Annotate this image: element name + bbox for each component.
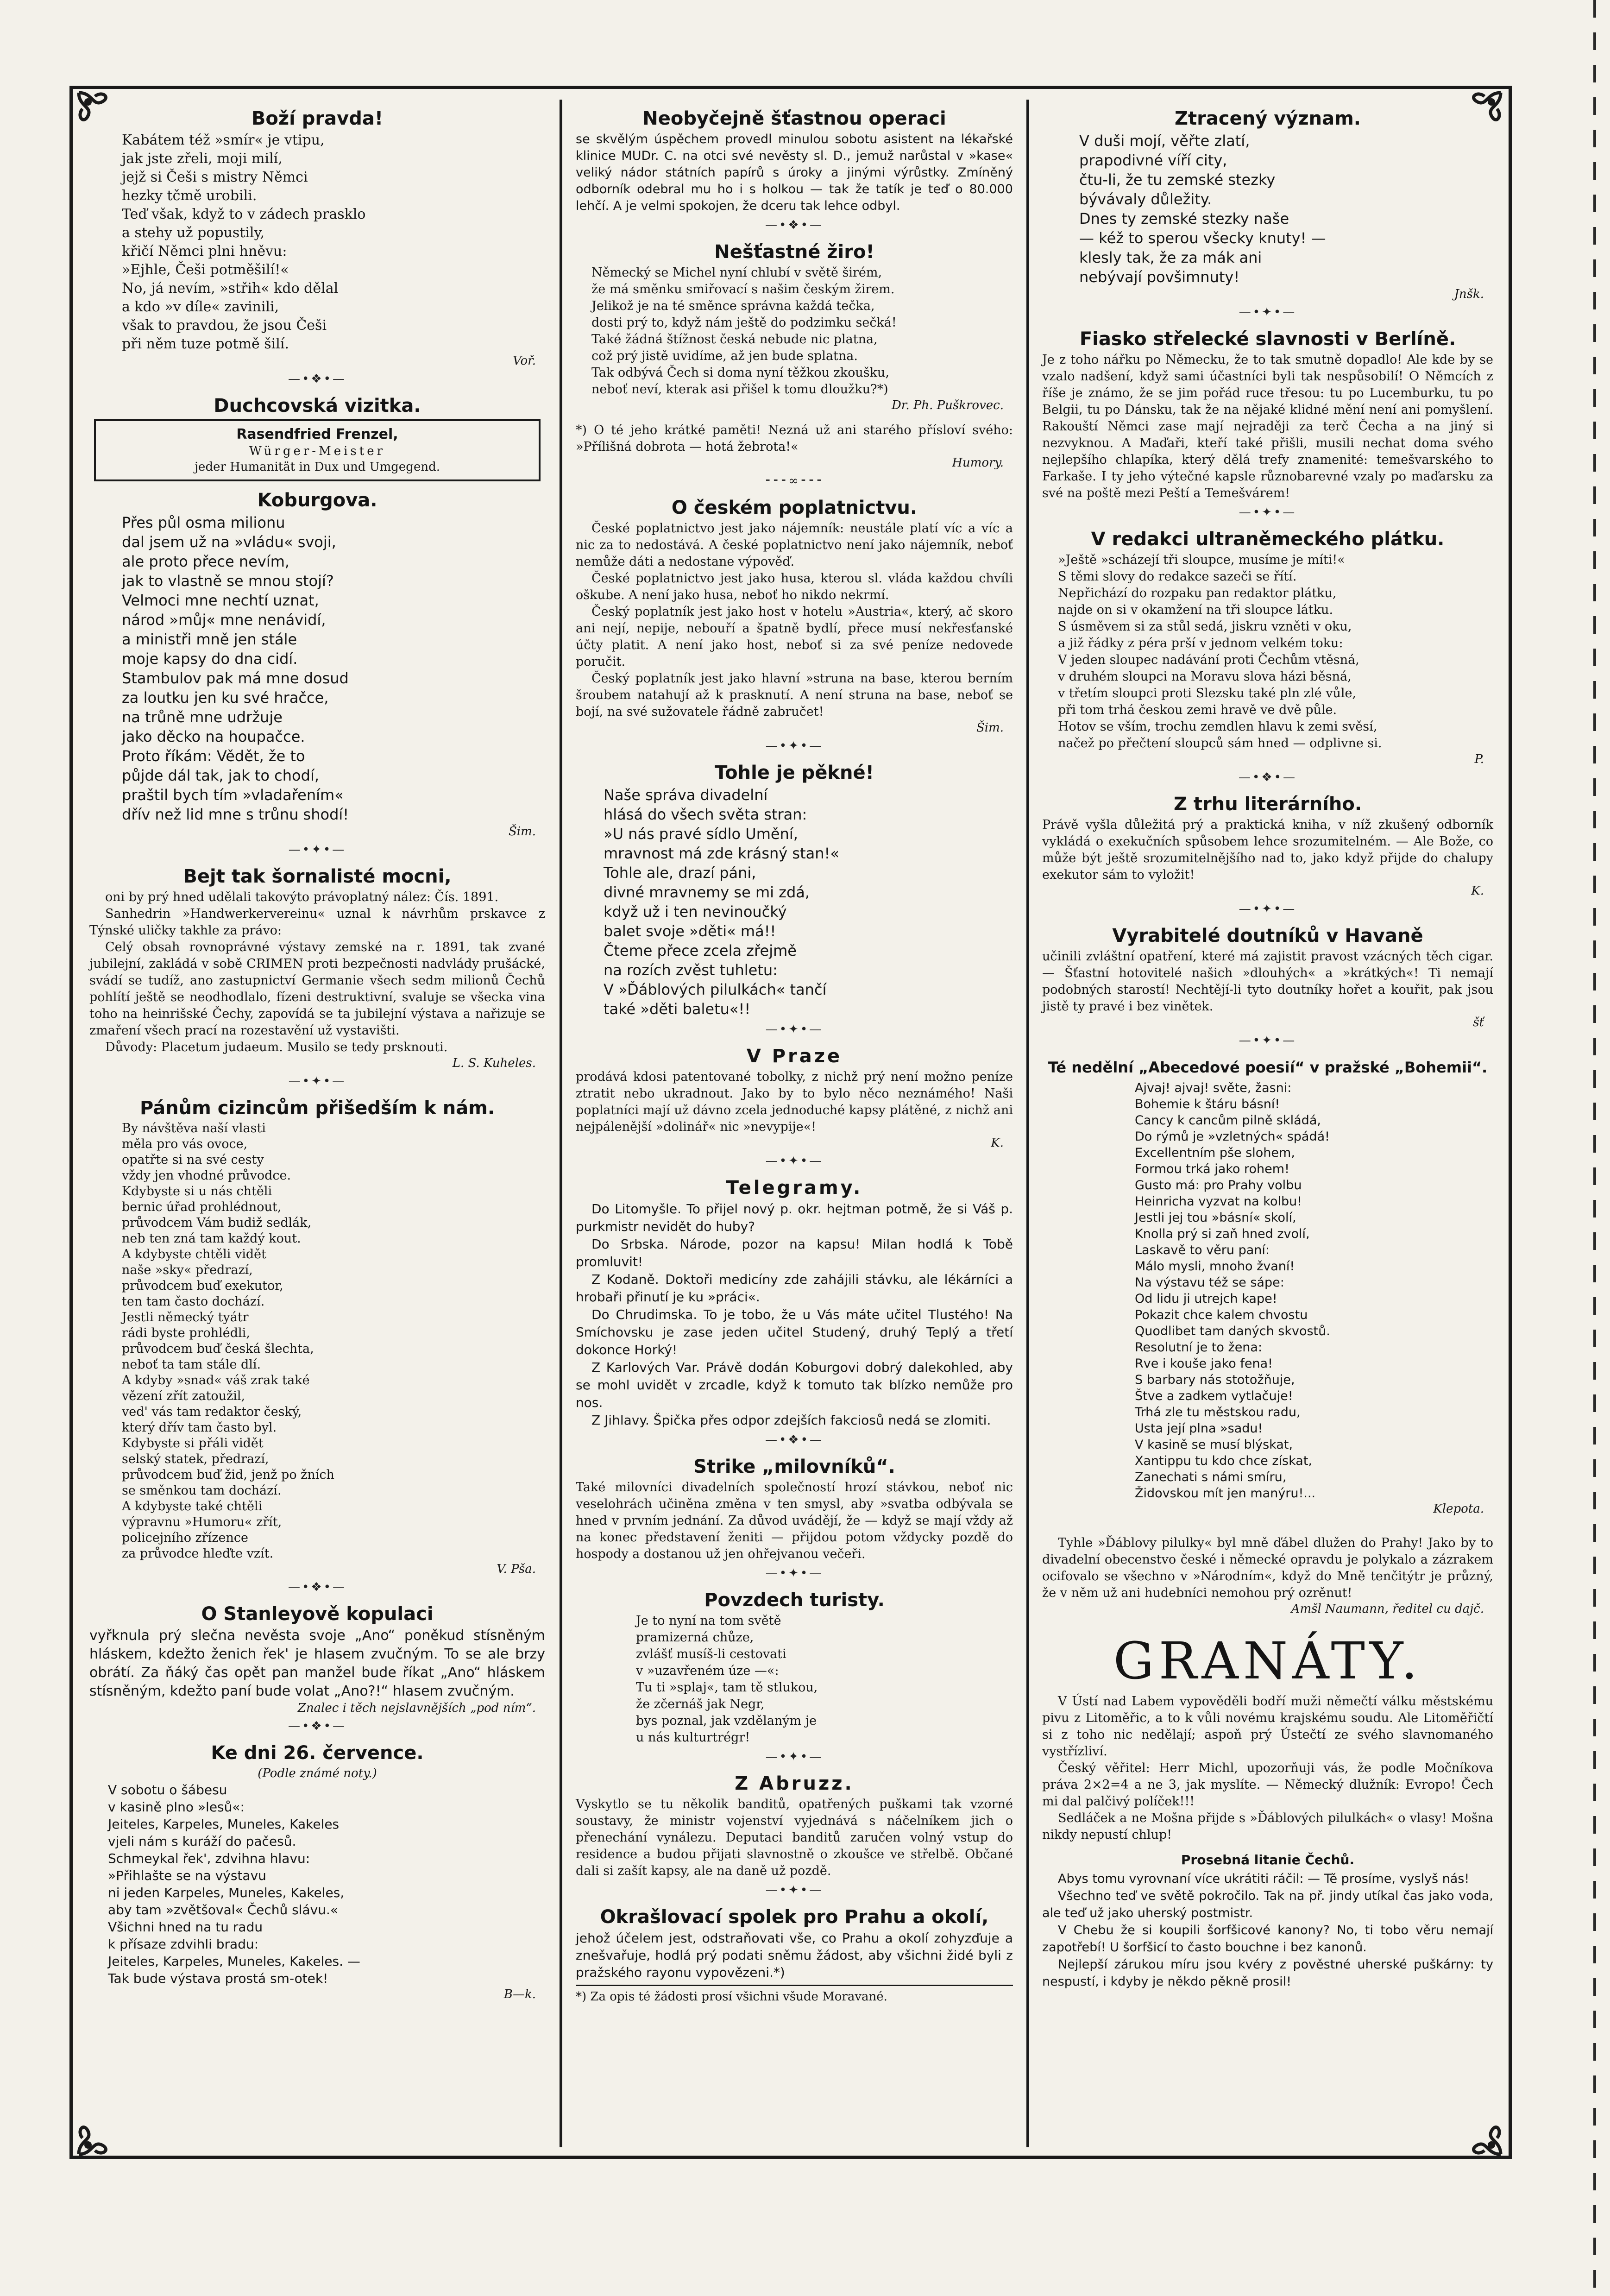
- section-divider: —•✦•—: [1239, 1034, 1297, 1047]
- paragraph: oni by prý hned udělali takovýto právoplatný nález: Čís. 1891.: [105, 890, 499, 904]
- poem-line: jejž si Češi s mistry Němci: [122, 169, 308, 185]
- poem-line: pramizerná chůze,: [636, 1630, 754, 1645]
- paragraph: Z Kodaně. Doktoři medicíny zde zahájili stávku, ale lékárníci a hrobaři přinutí je ku »práci«.: [576, 1272, 1013, 1305]
- paragraph: Důvody: Placetum judaeum. Musilo se tedy prsknouti.: [105, 1040, 448, 1054]
- poem-line: nebývají povšimnuty!: [1079, 268, 1240, 286]
- paragraph: Do Srbska. Národe, pozor na kapsu! Milan hodlá k Tobě promluvit!: [576, 1236, 1013, 1269]
- poem-line: V kasině se musí blýskat,: [1135, 1438, 1293, 1452]
- article-text: učinili zvláštní opatření, které má zajistit pravost vzácných těch cigar. — Šťastní hotovitelé našich »dlouhých« a »krátkých«! Ti nemají podobných starostí! Nechtějí-li tyto doutníky hořet a kouřit, pak jsou jistě ty pravé i bez vinětek.: [1042, 949, 1493, 1014]
- article-paragraphs: [576, 1200, 1013, 1429]
- article-fiasko: [1042, 328, 1493, 502]
- paragraph: Český věřitel: Herr Michl, upozorňuji vás, že podle Močníkova práva 2×2=4 a ne 3, jak myslíte. — Německý dlužník: Evropo! Čech mi dal palčivý políček!!!: [1042, 1761, 1493, 1809]
- poem-lines: [122, 513, 545, 824]
- paragraph: Jelikož je na té směnce správna každá tečka,: [591, 299, 875, 313]
- paragraph: Z Jihlavy. Špička přes odpor zdejších fakciosů nedá se zlomiti.: [591, 1413, 991, 1428]
- poem-line: moje kapsy do dna cidí.: [122, 650, 298, 668]
- section-divider: —•❖•—: [288, 1719, 346, 1733]
- article-text: prodává kdosi patentované tobolky, z nichž prý není možno peníze ztratit nebo ukradnout. Jako by to bylo něco neznámého! Naši poplatníci mají už dávno zcela jednoduché kapsy plátěné, z nichž ani nejpálenější »dolinář« nic »nevypije«!: [576, 1070, 1013, 1134]
- paragraph: Také žádná štížnost česká nebude nic platna,: [591, 332, 878, 347]
- paragraph: Z Karlových Var. Právě dodán Koburgovi dobrý dalekohled, aby se mohl uvidět v zrcadle, když k tomuto tak blízko nemůže pro nos.: [576, 1360, 1013, 1410]
- poem-line: Knolla prý si zaň hned zvolí,: [1135, 1227, 1310, 1241]
- section-divider: —•❖•—: [765, 1433, 824, 1447]
- paragraph: a již řádky z péra prší v jednom velkém toku:: [1058, 636, 1343, 650]
- poem-line: bernic úřad prohlédnout,: [122, 1200, 282, 1214]
- author-signature: Voř.: [513, 354, 536, 368]
- author-signature: Dr. Ph. Puškrovec.: [891, 398, 1004, 412]
- poem-line: Heinricha vyzvat na kolbu!: [1135, 1194, 1302, 1209]
- poem-lines: [122, 131, 545, 353]
- author-signature: K.: [991, 1136, 1004, 1150]
- section-divider: —•✦•—: [1239, 902, 1297, 916]
- poem-line: Do rýmů je »vzletných« spádá!: [1135, 1129, 1330, 1144]
- section-divider: —•❖•—: [288, 1580, 346, 1594]
- poem-line: který dřív tam často byl.: [122, 1420, 277, 1435]
- poem-line: Zanechati s námi smíru,: [1135, 1470, 1287, 1484]
- article-text: Také milovníci divadelních společností hrozí stávkou, neboť nic veselohrách učiněna změna v ten smysl, aby »svatba odbývala se hned v prvním jednání. Za důvod uvádějí, že — když se mají vždy až na konec představení ženiti — přijdou potom vždycky pozdě do hospody a dostanou už jen ohřejvanou večeři.: [576, 1480, 1013, 1561]
- article-bozi-pravda: [89, 108, 545, 368]
- card-line: jeder Humanität in Dux und Umgegend.: [195, 460, 440, 474]
- poem-line: Kabátem též »smír« je vtipu,: [122, 132, 325, 148]
- paragraph: Do Litomyšle. To přijel nový p. okr. hejtman potmě, že si Váš p. purkmistr nevidět do huby?: [576, 1201, 1013, 1234]
- poem-line: opatřte si na své cesty: [122, 1153, 264, 1167]
- poem-line: jak to vlastně se mnou stojí?: [122, 572, 334, 590]
- paragraph: Český poplatník jest jako host v hotelu »Austria«, který, ač skoro ani nejí, nepije, nebouří a špatně bydlí, přece musí nekřesťanské účty platit. A není jako host, neboť si za své peníze nedovede poručit.: [576, 605, 1013, 669]
- article-koburgova: [89, 490, 545, 839]
- article-ke-dni: [89, 1742, 545, 2002]
- section-divider: ⁃⁃⁃∞⁃⁃⁃: [765, 474, 824, 488]
- poem-line: v kasině plno »lesů«:: [108, 1799, 245, 1815]
- article-title: Ke dni 26. července.: [211, 1742, 424, 1764]
- article-paragraphs: [1042, 1693, 1493, 1843]
- poem-line: na rozích zvěst tuhletu:: [604, 961, 778, 979]
- article-okraslovaci: [576, 1906, 1013, 2005]
- article-title: Nešťastné žiro!: [714, 241, 874, 263]
- article-v-redakci: [1042, 529, 1493, 767]
- poem-line: Stambulov pak má mne dosud: [122, 669, 349, 687]
- poem-line: policejního zřízence: [122, 1531, 248, 1545]
- poem-line: Všichni hned na tu radu: [108, 1919, 263, 1935]
- poem-line: By návštěva naší vlasti: [122, 1121, 266, 1135]
- paragraph: Tak odbývá Čech si doma nyní těžkou zkoušku,: [591, 366, 889, 380]
- article-tyhle: [1042, 1535, 1493, 1616]
- poem-line: průvodcem buď žid, jenž po žních: [122, 1468, 334, 1482]
- article-abruzz: [576, 1773, 1013, 1880]
- article-duchcovska-vizitka: [89, 395, 545, 481]
- author-signature: Znalec i těch nejslavnějších „pod ním“.: [297, 1701, 536, 1715]
- paragraph: V Chebu že si koupili šorfšicové kanony? No, ti tobo věru nemají zapotřebí! U šorfšicí to často bouchne i bez kanonů.: [1042, 1923, 1493, 1955]
- article-title: Z Abruzz.: [735, 1773, 854, 1794]
- section-divider: —•✦•—: [765, 1750, 824, 1764]
- article-text: Tyhle »Ďáblovy pilulky« byl mně ďábel dlužen do Prahy! Jako by to divadelní obecenstvo české i německé opravdu je polykalo a zázrakem ocifovalo se všechno v »Národním«, když do Mně tenčitýtr je průzný, že v něm už ani hudebníci nemohou prý ozrěnut!: [1042, 1536, 1493, 1600]
- poem-line: na trůně mne udržuje: [122, 708, 283, 726]
- poem-line: Tohle ale, drazí páni,: [604, 864, 756, 882]
- poem-line: a kdo »v díle« zavinili,: [122, 299, 279, 315]
- poem-line: rádi byste prohlédli,: [122, 1326, 250, 1340]
- poem-line: Jeiteles, Karpeles, Muneles, Kakeles: [108, 1817, 340, 1832]
- poem-line: se směnkou tam dochází.: [122, 1483, 282, 1498]
- article-text: vyřknula prý slečna nevěsta svoje „Ano“ poněkud stísněným hláskem, kdežto ženich řek' je hlasem zvučným. To se ale brzy obrátí. Za ňáký čas opět pan manžel bude říkat „Ano“ hláskem stísněným, kdežto paní bude volat „Ano?!“ hlasem zvučným.: [89, 1627, 545, 1699]
- article-title: Boží pravda!: [251, 108, 384, 129]
- article-title: Ztracený význam.: [1175, 108, 1361, 129]
- article-vyrabitele: [1042, 925, 1493, 1030]
- article-title: Tohle je pěkné!: [715, 762, 874, 783]
- poem-line: Bohemie k štáru básní!: [1135, 1097, 1280, 1111]
- author-signature: šť: [1473, 1016, 1484, 1029]
- poem-line: vězení zřít zatoužil,: [122, 1389, 245, 1403]
- poem-line: Jestli jej tou »básní« skolí,: [1135, 1211, 1296, 1225]
- article-paragraphs: [576, 520, 1013, 720]
- poem-line: a ministři mně jen stále: [122, 631, 297, 648]
- section-divider: —•✦•—: [765, 739, 824, 753]
- paragraph: při tom trhá českou zemi hravě ve dvě půle.: [1058, 703, 1337, 717]
- poem-line: divné mravnemy se mi zdá,: [604, 883, 810, 901]
- article-paragraphs: [1042, 1870, 1493, 1990]
- poem-line: Dnes ty zemské stezky naše: [1079, 210, 1289, 227]
- poem-line: půjde dál tak, jak to chodí,: [122, 767, 319, 784]
- paragraph: což prý jistě uvidíme, až jen bude splatna.: [591, 349, 858, 363]
- poem-line: Laskavě to věru paní:: [1135, 1243, 1270, 1257]
- poem-line: »U nás pravé sídlo Umění,: [604, 825, 798, 843]
- poem-line: v »uzavřeném úze —«:: [636, 1664, 779, 1678]
- author-signature: Šim.: [508, 825, 536, 839]
- card-job: Würger-Meister: [249, 444, 386, 458]
- card-name: Rasendfried Frenzel,: [236, 426, 398, 442]
- article-title: O českém poplatnictvu.: [671, 497, 918, 518]
- poem-line: V sobotu o šábesu: [108, 1782, 227, 1798]
- column-right: [1029, 100, 1506, 2147]
- poem-line: A kdybyste chtěli vidět: [122, 1247, 266, 1262]
- paragraph: Do Chrudimska. To je tobo, že u Vás máte učitel Tlustého! Na Smíchovsku je zase jeden učitel Studený, druhý Teplý a třetí dokonce Horký!: [576, 1307, 1013, 1357]
- poem-line: klesly tak, že za mák ani: [1079, 249, 1262, 266]
- article-paragraphs: [89, 889, 545, 1056]
- poem-line: Pokazit chce kalem chvostu: [1135, 1308, 1308, 1322]
- article-telegramy: [576, 1177, 1013, 1429]
- article-stanley: [89, 1603, 545, 1716]
- poem-line: naše »sky« předrazí,: [122, 1263, 253, 1277]
- paragraph: Abys tomu vyrovnaní více ukrátiti ráčil: — Tě prosíme, vyslyš nás!: [1058, 1872, 1470, 1886]
- poem-line: Rve i kouše jako fena!: [1135, 1356, 1273, 1371]
- poem-lines: [604, 785, 1013, 1019]
- poem-line: aby tam »zvětšoval« Čechů slávu.«: [108, 1902, 339, 1918]
- section-divider: —•✦•—: [765, 1022, 824, 1036]
- poem-line: Přes půl osma milionu: [122, 514, 285, 531]
- poem-line: hlásá do všech světa stran:: [604, 806, 807, 823]
- poem-line: když už i ten nevinoučký: [604, 903, 787, 921]
- poem-lines: [1079, 131, 1493, 287]
- paragraph: Nejlepší zárukou míru jsou kvéry z pověstné uherské puškárny: ty nespustí, i kdyby je někdo pěkně prosil!: [1042, 1957, 1493, 1989]
- poem-line: ten tam často dochází.: [122, 1294, 265, 1309]
- poem-line: S barbary nás stotožňuje,: [1135, 1373, 1295, 1387]
- paragraph: že má směnku smiřovací s našim českým žirem.: [591, 282, 895, 296]
- poem-line: také »děti baletu«!!: [604, 1000, 751, 1018]
- poem-line: jako děcko na houpačce.: [122, 728, 305, 745]
- article-footnote: *) O té jeho krátké paměti! Nezná už ani starého přísloví svého: »Přílišná dobrota — hotá žebrota!«: [576, 423, 1013, 454]
- section-heading-granaty: GRANÁTY.: [1113, 1631, 1422, 1690]
- article-title: Bejt tak šornalisté mocni,: [183, 866, 452, 887]
- poem-line: jak jste zřeli, moji milí,: [122, 151, 283, 167]
- poem-line: čtu-li, že tu zemské stezky: [1079, 171, 1276, 189]
- poem-line: Jeiteles, Karpeles, Muneles, Kakeles. —: [108, 1954, 360, 1969]
- article-operace: [576, 108, 1013, 214]
- poem-line: Štve a zadkem vytlačuje!: [1135, 1389, 1293, 1403]
- article-text: se skvělým úspěchem provedl minulou sobotu asistent na lékařské klinice MUDr. C. na otci své nevěsty sl. D., jemuž narůstal v »kase« veliký nádor státních papírů s úroky a jinými výrůstky. Zmíněný odborník odebral mu ho i s holkou — tak že tatík je teď o 80.000 lehčí. A je velmi spokojen, že dceru tak lehce odbyl.: [576, 132, 1013, 213]
- article-title: Neobyčejně šťastnou operaci: [642, 108, 946, 129]
- poem-line: vždy jen vhodné průvodce.: [122, 1168, 291, 1183]
- article-title: Strike „milovníků“.: [693, 1456, 895, 1477]
- poem-line: Ajvaj! ajvaj! světe, žasni:: [1135, 1081, 1292, 1095]
- author-signature: B—k.: [503, 1987, 536, 2001]
- poem-line: k přísaze zdvihli bradu:: [108, 1936, 259, 1952]
- article-title: Telegramy.: [726, 1177, 863, 1198]
- article-strike: [576, 1456, 1013, 1563]
- article-title: Duchcovská vizitka.: [214, 395, 421, 416]
- paragraph: načež po přečtení sloupců sám hned — odplivne si.: [1058, 736, 1382, 751]
- article-abecedove-poesie: [1042, 1057, 1493, 1516]
- section-divider: —•✦•—: [288, 1074, 346, 1088]
- poem-line: dal jsem už na »vládu« svoji,: [122, 533, 336, 551]
- poem-line: ni jeden Karpeles, Muneles, Kakeles,: [108, 1885, 345, 1900]
- paragraph: v druhém sloupci na Moravu slova házi běsná,: [1058, 669, 1352, 684]
- poem-line: Xantippu tu kdo chce získat,: [1135, 1454, 1312, 1468]
- poem-lines: [636, 1613, 1013, 1746]
- poem-line: »Přihlašte se na výstavu: [108, 1868, 266, 1883]
- article-granaty: [1042, 1633, 1493, 1843]
- article-text: Vyskytlo se tu několik banditů, opatřených puškami tak vzorné soustavy, že ministr vojenství vyjednává s náčelníkem jich o přenechání vynálezu. Deputaci banditů zaručen volný vstup do residence a budou přijati slavnostně o zkoušce ve střelbě. Občané dali si zašít kapsy, ale na daně už pozdě.: [576, 1797, 1013, 1878]
- author-signature: Amšl Naumann, ředitel cu dajč.: [1291, 1602, 1484, 1616]
- poem-line: bývávaly důležity.: [1079, 190, 1212, 208]
- paragraph: S těmi slovy do redakce sazeči se řítí.: [1058, 569, 1297, 584]
- paragraph: V Ústí nad Labem vypověděli bodří muži němečtí válku městskému pivu z Litoměřic, a to k vůli novému krajskému soudu. Ale Litoměřičtí si z toho nic nedělají; aspoň prý Ústečtí ze svého slavnomaného vystřízliví.: [1042, 1694, 1493, 1759]
- poem-line: Na výstavu též se sápe:: [1135, 1275, 1284, 1290]
- column-middle: [563, 100, 1026, 2147]
- author-signature: Jnšk.: [1454, 287, 1484, 301]
- poem-line: Od lidu ji utrejch kape!: [1135, 1292, 1277, 1306]
- section-divider: —•✦•—: [1239, 305, 1297, 319]
- poem-line: a stehy už popustily,: [122, 225, 265, 241]
- section-divider: —•✦•—: [288, 843, 346, 857]
- footnote-signature: Humory.: [952, 456, 1004, 470]
- poem-line: V »Ďáblových pilulkách« tančí: [604, 981, 827, 998]
- article-title: Prosebná litanie Čechů.: [1181, 1852, 1355, 1867]
- article-text: Je z toho nářku po Německu, že to tak smutně dopadlo! Ale kde by se vzalo nadšení, když sami účastníci byli tak nespůsobilí! O Němcích z říše je známo, že se jim pořád ruce třesou: tu po Lucemburku, tu po Belgii, tu po Dánsku, tak že na nějaké klidné mění není ani pomyšlení. Rakouští Němci zase mají nejraději za terč Čecha a na jiný si nezvyknou. A Maďaři, kteří také přišli, musili nechat doma svého nejlepšího chlapíka, který dělá trefy znamenité: temešvarského to Farkaše. I ty jeho výtečné kapsle různobarevné vzaly po maďarsku za své na poště mezi Peští a Temešvárem!: [1042, 353, 1493, 500]
- section-divider: —•✦•—: [765, 1883, 824, 1897]
- paragraph: najde on si v okamžení na tři sloupce látku.: [1058, 603, 1333, 617]
- poem-line: že zčernáš jak Negr,: [636, 1697, 765, 1711]
- poem-line: však to pravdou, že jsou Češi: [122, 317, 327, 334]
- poem-line: Trhá zle tu městskou radu,: [1135, 1405, 1301, 1419]
- poem-line: dřív než lid mne s trůnu shodí!: [122, 806, 349, 823]
- poem-line: A kdybyste také chtěli: [122, 1499, 263, 1514]
- section-divider: —•❖•—: [1239, 770, 1297, 784]
- poem-lines: [108, 1781, 545, 1987]
- article-title: Pánům cizincům přišedším k nám.: [139, 1098, 495, 1119]
- article-v-praze: [576, 1046, 1013, 1150]
- poem-line: Málo mysli, mnoho žvaní!: [1135, 1259, 1295, 1274]
- author-signature: V. Pša.: [497, 1562, 536, 1576]
- paragraph: S úsměvem si za stůl sedá, jiskru vzněti v oku,: [1058, 619, 1352, 634]
- poem-line: hezky tčmě urobili.: [122, 188, 257, 204]
- author-signature: Klepota.: [1433, 1502, 1484, 1516]
- article-footnote: *) Za opis té žádosti prosí všichni všude Moravané.: [576, 1985, 1013, 2005]
- poem-line: u nás kulturtrégr!: [636, 1730, 750, 1745]
- poem-line: V duši mojí, věřte zlatí,: [1079, 132, 1250, 150]
- poem-line: Teď však, když to v zádech prasklo: [122, 206, 366, 222]
- poem-lines: [122, 1121, 545, 1562]
- poem-line: Quodlibet tam daných skvostů.: [1135, 1324, 1330, 1338]
- paragraph: V jeden sloupec nadávání proti Čechům vtěsná,: [1058, 653, 1359, 667]
- paragraph: Všechno teď ve světě pokročilo. Tak na př. jindy utíkal čas jako voda, ale teď už jako uherský postmistr.: [1042, 1889, 1493, 1920]
- article-title: Koburgova.: [257, 490, 377, 511]
- article-ztraceny-vyznam: [1042, 108, 1493, 302]
- poem-line: při něm tuze potmě šilí.: [122, 336, 289, 352]
- article-title: Fiasko střelecké slavnosti v Berlíně.: [1079, 328, 1456, 350]
- poem-line: křičí Němci plni hněvu:: [122, 243, 287, 259]
- column-rule-left: [560, 100, 562, 2147]
- poem-line: vjeli nám s kuráží do pačesů.: [108, 1834, 296, 1849]
- poem-line: No, já nevím, »střih« kdo dělal: [122, 280, 339, 296]
- poem-line: průvodcem buď exekutor,: [122, 1279, 283, 1293]
- paragraph: Celý obsah rovnoprávné výstavy zemské na r. 1891, tak zvané jubilejní, zakládá v sobě CRIMEN proti bezpečnosti nadvlády prušácké, svádí se tudíž, ano zastupnictví Germanie všech sedm milionů Čechů pohlítí ještě se neodhodlalo, fízeni destruktivní, svaluje se všecka vina toho na heinrišské Čechy, zapovídá se ta jubilejní výstava a nařizuje se zmaření všech prací na rozestavění už vystavišti.: [89, 940, 545, 1038]
- author-signature: L. S. Kuheles.: [452, 1056, 536, 1070]
- article-title: O Stanleyově kopulaci: [201, 1603, 434, 1625]
- poem-line: měla pro vás ovoce,: [122, 1137, 248, 1151]
- article-title: V Praze: [746, 1046, 843, 1067]
- poem-line: za loutku jen ku své hračce,: [122, 689, 329, 706]
- article-text: jehož účelem jest, odstraňovati vše, co Prahu a okolí zohyzďuje a znešvařuje, hodlá prý podati sněmu žádost, aby všichni židé byli z pražského rayonu vypovězeni.*): [576, 1930, 1013, 1980]
- poem-line: Čteme přece zcela zřejmě: [604, 942, 797, 959]
- paragraph: České poplatnictvo jest jako husa, kterou sl. vláda každou chvíli oškube. A není jako husa, neboť ho nikdo nekrmí.: [576, 571, 1013, 602]
- poem-line: praštil bych tím »vladařením«: [122, 786, 344, 804]
- poem-line: národ »můj« mne nenávidí,: [122, 611, 326, 629]
- poem-line: Tak bude výstava prostá sm-otek!: [108, 1971, 328, 1986]
- business-card: [94, 419, 541, 481]
- poem-line: Proto říkám: Vědět, že to: [122, 747, 305, 765]
- article-bejt-tak-sornaliste: [89, 866, 545, 1071]
- paragraph: Hotov se vším, trochu zemdlen hlavu k zemi svěsí,: [1058, 719, 1377, 734]
- poem-line: Je to nyní na tom světě: [636, 1614, 781, 1628]
- poem-line: Naše správa divadelní: [604, 786, 768, 804]
- article-text: Právě vyšla důležitá prý a praktická kniha, v níž zkušený odborník vykládá o exekučních spůsobem lehce srozumitelném. — Ale Bože, co může být ještě srozumitelnějšího nad to, jako když přijde do chalupy exekutor sám to vyložit!: [1042, 818, 1493, 882]
- paragraph: Sedláček a ne Mošna přijde s »Ďáblových pilulkách« o vlasy! Mošna nikdy nepustí chlup!: [1042, 1811, 1493, 1842]
- poem-line: Kdybyste si u nás chtěli: [122, 1184, 272, 1198]
- poem-line: Tu ti »splaj«, tam tě stlukou,: [636, 1680, 818, 1695]
- poem-line: Schmeykal řek', zdvihna hlavu:: [108, 1851, 310, 1866]
- paragraph: Nepřichází do rozpaku pan redaktor plátku,: [1058, 586, 1337, 600]
- poem-line: Formou trká jako rohem!: [1135, 1162, 1289, 1176]
- poem-line: mravnost má zde krásný stan!«: [604, 845, 839, 862]
- poem-line: neboť ta tam stále dlí.: [122, 1357, 261, 1372]
- poem-lines: [1135, 1080, 1493, 1501]
- article-panum-cizincum: [89, 1098, 545, 1577]
- paragraph: České poplatnictvo jest jako nájemník: neustále platí víc a víc a nic za to nedostává. A české poplatnictvo není jako nájemník, neboť nemůže dáti a nedostane výpověď.: [576, 521, 1013, 569]
- poem-line: Excellentním pše slohem,: [1135, 1146, 1295, 1160]
- article-paragraphs: [576, 265, 1013, 398]
- poem-line: neb ten zná tam každý kout.: [122, 1231, 301, 1246]
- article-title: V redakci ultraněmeckého plátku.: [1091, 529, 1445, 550]
- article-povzdech: [576, 1590, 1013, 1746]
- paragraph: »Ještě »scházejí tři sloupce, musíme je míti!«: [1058, 553, 1345, 567]
- poem-line: Jestli německý tyátr: [122, 1310, 249, 1325]
- paragraph: Sanhedrin »Handwerkervereinu« uznal k návrhům prskavce z Týnské uličky takhle za právo:: [89, 907, 545, 938]
- article-title: Povzdech turisty.: [704, 1590, 885, 1611]
- poem-line: Kdybyste si přáli vidět: [122, 1436, 264, 1451]
- poem-line: ale proto přece nevím,: [122, 553, 290, 570]
- poem-line: — kéž to sperou všecky knuty! —: [1079, 229, 1326, 247]
- article-title: Z trhu literárního.: [1173, 794, 1362, 815]
- section-divider: —•✦•—: [765, 1566, 824, 1580]
- paragraph: Český poplatník jest jako hlavní »struna na base, kterou berním šroubem natahují až k prasknutí. A není struna na base, neboť se bojí, na své sužovatele řádně zabručet!: [576, 671, 1013, 719]
- section-divider: —•❖•—: [288, 372, 346, 386]
- article-zirо: [576, 241, 1013, 470]
- article-tohle-je-pekne: [576, 762, 1013, 1019]
- poem-line: prapodivné víří city,: [1079, 151, 1227, 169]
- paragraph: dosti prý to, když nám ještě do podzimku sečká!: [591, 315, 897, 330]
- poem-line: ved' vás tam redaktor český,: [122, 1405, 302, 1419]
- article-title: Vyrabitelé doutníků v Havaně: [1112, 925, 1423, 946]
- author-signature: Šim.: [976, 721, 1004, 735]
- poem-line: průvodcem Vám budiž sedlák,: [122, 1216, 312, 1230]
- paragraph: v třetím sloupci proti Slezsku také pln zlé vůle,: [1058, 686, 1357, 700]
- page-edge-perforation: [1593, 0, 1596, 2296]
- poem-line: zvlášť musíš-li cestovati: [636, 1647, 786, 1661]
- poem-line: A kdyby »snad« váš zrak také: [122, 1373, 310, 1388]
- poem-line: Velmoci mne nechtí uznat,: [122, 592, 319, 609]
- poem-line: balet svoje »děti« má!!: [604, 922, 776, 940]
- section-divider: —•✦•—: [1239, 505, 1297, 519]
- poem-line: Resolutní je to žena:: [1135, 1340, 1263, 1355]
- paragraph: neboť neví, kterak asi přišel k tomu dloužku?*): [591, 382, 888, 397]
- poem-line: výpravnu »Humoru« zřít,: [122, 1515, 282, 1529]
- section-divider: —•❖•—: [765, 218, 824, 232]
- poem-line: Usta její plna »sadu!: [1135, 1421, 1263, 1436]
- article-title: Okrašlovací spolek pro Prahu a okolí,: [600, 1906, 989, 1928]
- poem-line: Gusto má: pro Prahy volbu: [1135, 1178, 1302, 1192]
- poem-line: průvodcem buď česká šlechta,: [122, 1342, 314, 1356]
- poem-line: Židovskou mít jen manýru!...: [1135, 1486, 1316, 1501]
- article-z-trhu: [1042, 794, 1493, 898]
- poem-line: bys poznal, jak vzdělaným je: [636, 1714, 817, 1728]
- poem-line: »Ejhle, Češi potměšilí!«: [122, 262, 289, 278]
- author-signature: K.: [1471, 884, 1484, 898]
- article-subtitle: (Podle známé noty.): [258, 1766, 377, 1780]
- poem-line: Cancy k cancům pilně skládá,: [1135, 1113, 1321, 1128]
- poem-line: za průvodce hleďte vzít.: [122, 1546, 274, 1561]
- article-poplatnictvo: [576, 497, 1013, 735]
- section-divider: —•✦•—: [765, 1154, 824, 1168]
- article-paragraphs: [1042, 552, 1493, 752]
- poem-line: selský statek, předrazí,: [122, 1452, 269, 1466]
- article-title: Té nedělní „Abecedové poesií“ v pražské „Bohemii“.: [1048, 1059, 1488, 1076]
- paragraph: Německý se Michel nyní chlubí v světě širém,: [591, 265, 882, 280]
- article-litanie: [1042, 1852, 1493, 1990]
- column-left: [76, 100, 558, 2147]
- author-signature: P.: [1474, 752, 1484, 766]
